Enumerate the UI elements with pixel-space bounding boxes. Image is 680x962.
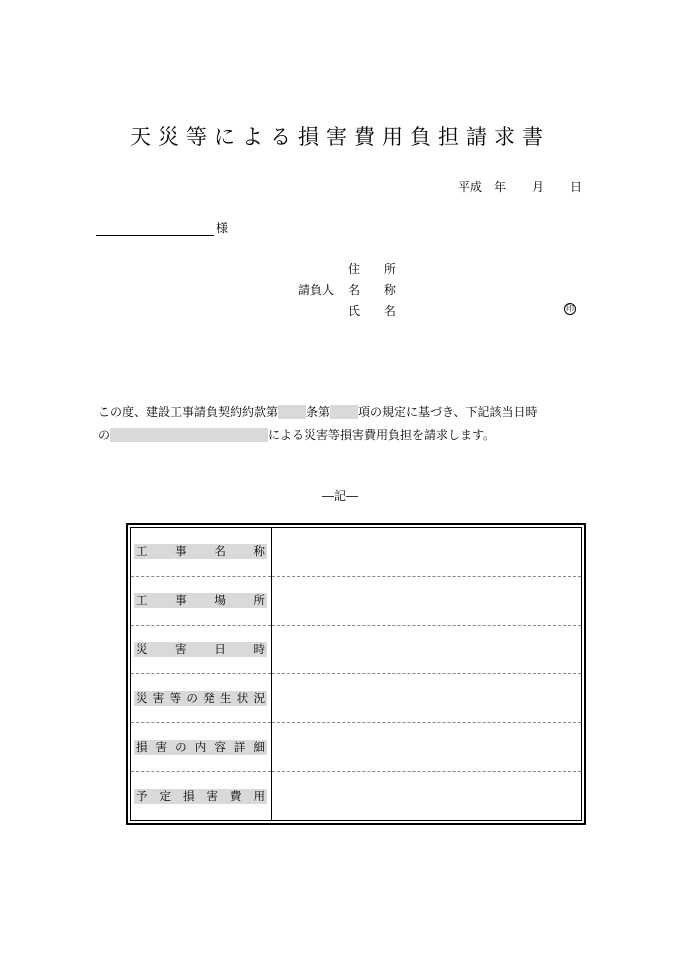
table-row (131, 674, 582, 723)
table-row (131, 625, 582, 674)
addressee (96, 219, 228, 236)
row-label-cell (131, 723, 272, 772)
body-text: 条第 (306, 405, 331, 419)
document-title: 天災等による損害費用負担請求書 (130, 125, 550, 149)
seal-mark: 印 (566, 304, 574, 313)
row-label: 損害の内容詳細 (136, 739, 265, 754)
row-label: 予定損害費用 (136, 788, 265, 803)
table-row (131, 528, 582, 577)
event-datetime-field[interactable] (110, 428, 268, 442)
row-label-cell (131, 772, 272, 821)
body-line-1 (98, 403, 538, 420)
body-text: の (98, 428, 111, 442)
date-year: 年 (493, 180, 506, 194)
body-text: この度、建設工事請負契約約款第 (98, 405, 279, 419)
body-line-2 (98, 426, 495, 443)
addressee-blank-line[interactable] (96, 221, 214, 236)
row-label: 工事場所 (136, 593, 265, 608)
row-value-field[interactable] (272, 576, 582, 625)
row-value-field[interactable] (272, 772, 582, 821)
row-value-field[interactable] (272, 625, 582, 674)
date-era: 平成 (457, 180, 482, 194)
requester-person-label: 氏 名 (348, 304, 406, 318)
ki-heading: ―記― (321, 489, 358, 503)
clause-number-field[interactable] (330, 405, 358, 419)
addressee-suffix: 様 (216, 221, 229, 235)
article-number-field[interactable] (278, 405, 306, 419)
row-label-cell (131, 528, 272, 577)
row-value-field[interactable] (272, 674, 582, 723)
row-label-cell (131, 625, 272, 674)
row-value-field[interactable] (272, 528, 582, 577)
row-label-cell (131, 576, 272, 625)
table-row (131, 723, 582, 772)
row-label: 災害等の発生状況 (136, 690, 265, 705)
row-value-field[interactable] (272, 723, 582, 772)
row-label: 災害日時 (136, 642, 265, 657)
requester-label: 請負人 (298, 283, 335, 297)
details-table-frame (126, 523, 586, 825)
details-table (130, 527, 582, 821)
row-label-cell (131, 674, 272, 723)
row-label: 工事名称 (136, 544, 265, 559)
table-row (131, 772, 582, 821)
body-text: 項の規定に基づき、下記該当日時 (358, 405, 538, 419)
table-row (131, 576, 582, 625)
requester-name-label: 名 称 (348, 283, 406, 297)
date-day: 日 (569, 180, 582, 194)
body-text: による災害等損害費用負担を請求します。 (268, 428, 496, 442)
date-month: 月 (531, 180, 544, 194)
request-date (458, 178, 582, 195)
requester-address-label: 住 所 (348, 262, 406, 276)
